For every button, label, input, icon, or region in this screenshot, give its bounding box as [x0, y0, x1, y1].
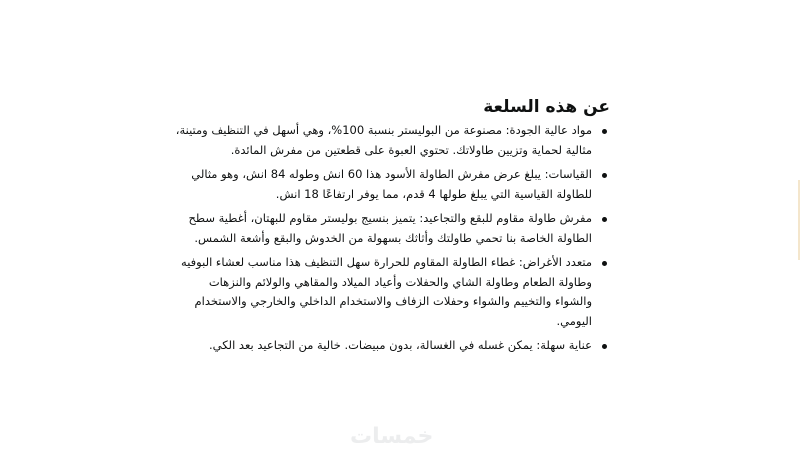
feature-text: مواد عالية الجودة: مصنوعة من البوليستر بنسبة 100%، وهي أسهل في التنظيف ومتينة، مثالية لحماية وتزيين طاولاتك. تحتوي العبوة على قطعتين من مفرش المائدة.: [175, 123, 592, 157]
feature-text: متعدد الأغراض: غطاء الطاولة المقاوم للحرارة سهل التنظيف هذا مناسب لعشاء البوفيه وطاولة الطعام وطاولة الشاي والحفلات وأعياد الميلاد والمقاهي والولائم والنزهات والشواء والتخييم والشواء وحفلات الزفاف والاستخدام الداخلي والخارجي والاستخدام اليومي.: [181, 255, 592, 328]
bullet-dot-icon: [602, 261, 607, 266]
section-title: عن هذه السلعة: [483, 97, 610, 117]
feature-bullet-list: [170, 121, 610, 356]
bullet-dot-icon: [602, 129, 607, 134]
bullet-dot-icon: [602, 173, 607, 178]
feature-text: القياسات: يبلغ عرض مفرش الطاولة الأسود هذا 60 انش وطوله 84 انش، وهو مثالي للطاولة القياسية التي يبلغ طولها 4 قدم، مما يوفر ارتفاعًا 18 انش.: [191, 167, 592, 201]
feature-bullet-material: [170, 121, 610, 160]
feature-bullet-multipurpose: [170, 253, 610, 331]
bullet-dot-icon: [602, 344, 607, 349]
feature-text: مفرش طاولة مقاوم للبقع والتجاعيد: يتميز بنسيج بوليستر مقاوم للبهتان، أغطية سطح الطاولة الخاصة بنا تحمي طاولتك وأثاثك بسهولة من الخدوش والبقع وأشعة الشمس.: [188, 211, 592, 245]
feature-text: عناية سهلة: يمكن غسله في الغسالة، بدون مبيضات. خالية من التجاعيد بعد الكي.: [208, 338, 592, 352]
feature-bullet-stain-resistant: [170, 209, 610, 248]
feature-bullet-easy-care: [170, 336, 610, 356]
about-this-item-section: [170, 96, 610, 361]
feature-bullet-dimensions: [170, 165, 610, 204]
watermark-logo: خمسات: [350, 424, 434, 449]
bullet-dot-icon: [602, 217, 607, 222]
